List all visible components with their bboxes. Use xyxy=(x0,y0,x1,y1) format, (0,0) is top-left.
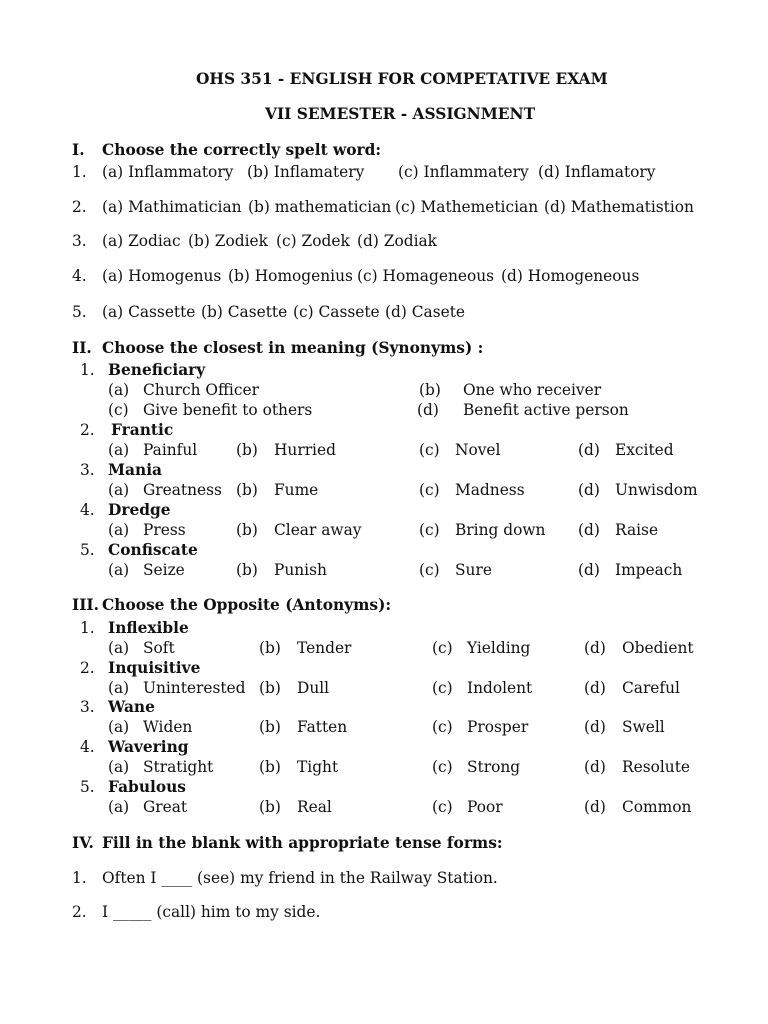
option-d: (d) Homogeneous xyxy=(501,267,640,285)
option-a: (a) Mathimatician xyxy=(102,198,242,216)
question-number: 1. xyxy=(72,869,87,887)
option-d: Excited xyxy=(615,441,674,459)
option-label-c: (c) xyxy=(432,679,453,697)
question-number: 1. xyxy=(80,619,95,637)
option-label-d: (d) xyxy=(578,521,600,539)
option-label-d: (d) xyxy=(584,639,606,657)
option-label-b: (b) xyxy=(419,381,441,399)
section-1-number: I. xyxy=(72,141,85,159)
option-label-c: (c) xyxy=(432,798,453,816)
option-b: Fume xyxy=(274,481,319,499)
section-4-number: IV. xyxy=(72,834,94,852)
option-b: One who receiver xyxy=(463,381,602,399)
option-label-d: (d) xyxy=(584,798,606,816)
option-label-a: (a) xyxy=(108,521,130,539)
question-number: 5. xyxy=(80,778,95,796)
question-word: Beneficiary xyxy=(108,361,206,379)
option-c: Novel xyxy=(455,441,501,459)
question-number: 5. xyxy=(80,541,95,559)
option-label-d: (d) xyxy=(584,679,606,697)
option-a: (a) Homogenus xyxy=(102,267,222,285)
option-c: (c) Cassete xyxy=(293,303,380,321)
option-label-b: (b) xyxy=(259,758,281,776)
question-word: Dredge xyxy=(108,501,171,519)
option-label-d: (d) xyxy=(578,481,600,499)
option-label-a: (a) xyxy=(108,798,130,816)
section-2-heading: Choose the closest in meaning (Synonyms) : xyxy=(102,339,484,357)
question-number: 2. xyxy=(80,421,95,439)
option-label-d: (d) xyxy=(417,401,439,419)
option-a: Church Officer xyxy=(143,381,259,399)
option-label-a: (a) xyxy=(108,441,130,459)
question-number: 3. xyxy=(80,698,95,716)
section-3-number: III. xyxy=(72,596,99,614)
section-4-heading: Fill in the blank with appropriate tense forms: xyxy=(102,834,503,852)
option-b: Real xyxy=(297,798,332,816)
question-number: 2. xyxy=(80,659,95,677)
option-b: Tender xyxy=(297,639,352,657)
document-subtitle: VII SEMESTER - ASSIGNMENT xyxy=(265,105,536,123)
option-c: Madness xyxy=(455,481,525,499)
question-number: 5. xyxy=(72,303,87,321)
option-d: Swell xyxy=(622,718,665,736)
option-label-b: (b) xyxy=(236,441,258,459)
option-c: Poor xyxy=(467,798,503,816)
option-c: Strong xyxy=(467,758,521,776)
option-label-d: (d) xyxy=(578,561,600,579)
option-b: (b) Casette xyxy=(201,303,288,321)
option-d: Benefit active person xyxy=(463,401,629,419)
question-number: 2. xyxy=(72,198,87,216)
option-label-a: (a) xyxy=(108,679,130,697)
option-label-c: (c) xyxy=(432,758,453,776)
option-b: (b) mathematician xyxy=(248,198,392,216)
option-a: Great xyxy=(143,798,188,816)
question-number: 3. xyxy=(72,232,87,250)
option-a: (a) Cassette xyxy=(102,303,196,321)
option-d: (d) Zodiak xyxy=(357,232,437,250)
option-label-c: (c) xyxy=(419,481,440,499)
option-c: (c) Inflammatery xyxy=(398,163,529,181)
option-d: (d) Casete xyxy=(385,303,466,321)
option-d: Obedient xyxy=(622,639,694,657)
fill-blank-sentence: I _____ (call) him to my side. xyxy=(102,903,321,921)
option-d: Resolute xyxy=(622,758,690,776)
option-label-a: (a) xyxy=(108,718,130,736)
option-d: (d) Mathematistion xyxy=(544,198,694,216)
fill-blank-sentence: Often I ____ (see) my friend in the Railway Station. xyxy=(102,869,498,887)
option-label-a: (a) xyxy=(108,639,130,657)
question-number: 4. xyxy=(80,501,95,519)
option-c: Yielding xyxy=(467,639,531,657)
question-number: 1. xyxy=(80,361,95,379)
option-b: (b) Inflamatery xyxy=(247,163,365,181)
question-word: Inflexible xyxy=(108,619,189,637)
option-label-a: (a) xyxy=(108,561,130,579)
section-1-heading: Choose the correctly spelt word: xyxy=(102,141,382,159)
option-c: (c) Mathemetician xyxy=(395,198,539,216)
section-2-number: II. xyxy=(72,339,92,357)
option-a: (a) Zodiac xyxy=(102,232,181,250)
option-c: Prosper xyxy=(467,718,529,736)
question-number: 2. xyxy=(72,903,87,921)
option-a: Uninterested xyxy=(143,679,246,697)
option-b: Dull xyxy=(297,679,330,697)
option-label-b: (b) xyxy=(236,561,258,579)
option-b: Punish xyxy=(274,561,327,579)
section-3-heading: Choose the Opposite (Antonyms): xyxy=(102,596,392,614)
option-a: Seize xyxy=(143,561,185,579)
option-b: Fatten xyxy=(297,718,348,736)
option-label-b: (b) xyxy=(236,521,258,539)
option-label-c: (c) xyxy=(419,441,440,459)
question-word: Mania xyxy=(108,461,163,479)
option-d: Common xyxy=(622,798,692,816)
option-label-d: (d) xyxy=(584,718,606,736)
option-b: Hurried xyxy=(274,441,336,459)
option-label-b: (b) xyxy=(259,718,281,736)
question-word: Wavering xyxy=(108,738,189,756)
option-label-a: (a) xyxy=(108,481,130,499)
option-label-c: (c) xyxy=(432,718,453,736)
option-label-c: (c) xyxy=(419,521,440,539)
option-label-d: (d) xyxy=(584,758,606,776)
option-c: (c) Zodek xyxy=(276,232,350,250)
option-label-a: (a) xyxy=(108,381,130,399)
question-number: 1. xyxy=(72,163,87,181)
option-a: Soft xyxy=(143,639,175,657)
question-number: 4. xyxy=(80,738,95,756)
option-c: Indolent xyxy=(467,679,533,697)
option-b: (b) Homogenius xyxy=(228,267,353,285)
option-label-d: (d) xyxy=(578,441,600,459)
option-label-b: (b) xyxy=(236,481,258,499)
option-c: Give benefit to others xyxy=(143,401,313,419)
option-a: (a) Inflammatory xyxy=(102,163,234,181)
option-label-b: (b) xyxy=(259,639,281,657)
option-d: Impeach xyxy=(615,561,683,579)
question-word: Wane xyxy=(108,698,155,716)
option-d: Unwisdom xyxy=(615,481,698,499)
option-b: Tight xyxy=(297,758,339,776)
question-number: 3. xyxy=(80,461,95,479)
option-label-b: (b) xyxy=(259,798,281,816)
question-word: Frantic xyxy=(111,421,174,439)
option-a: Widen xyxy=(143,718,193,736)
option-label-b: (b) xyxy=(259,679,281,697)
option-d: Careful xyxy=(622,679,680,697)
option-a: Greatness xyxy=(143,481,222,499)
option-c: Sure xyxy=(455,561,492,579)
question-word: Confiscate xyxy=(108,541,198,559)
option-b: (b) Zodiek xyxy=(188,232,268,250)
option-c: Bring down xyxy=(455,521,546,539)
option-label-a: (a) xyxy=(108,758,130,776)
option-label-c: (c) xyxy=(419,561,440,579)
option-c: (c) Homageneous xyxy=(357,267,495,285)
option-d: (d) Inflamatory xyxy=(538,163,656,181)
question-word: Fabulous xyxy=(108,778,186,796)
option-label-c: (c) xyxy=(432,639,453,657)
question-word: Inquisitive xyxy=(108,659,201,677)
option-a: Stratight xyxy=(143,758,214,776)
question-number: 4. xyxy=(72,267,87,285)
document-title: OHS 351 - ENGLISH FOR COMPETATIVE EXAM xyxy=(196,70,608,88)
option-label-c: (c) xyxy=(108,401,129,419)
option-a: Painful xyxy=(143,441,198,459)
option-d: Raise xyxy=(615,521,659,539)
option-a: Press xyxy=(143,521,186,539)
option-b: Clear away xyxy=(274,521,362,539)
